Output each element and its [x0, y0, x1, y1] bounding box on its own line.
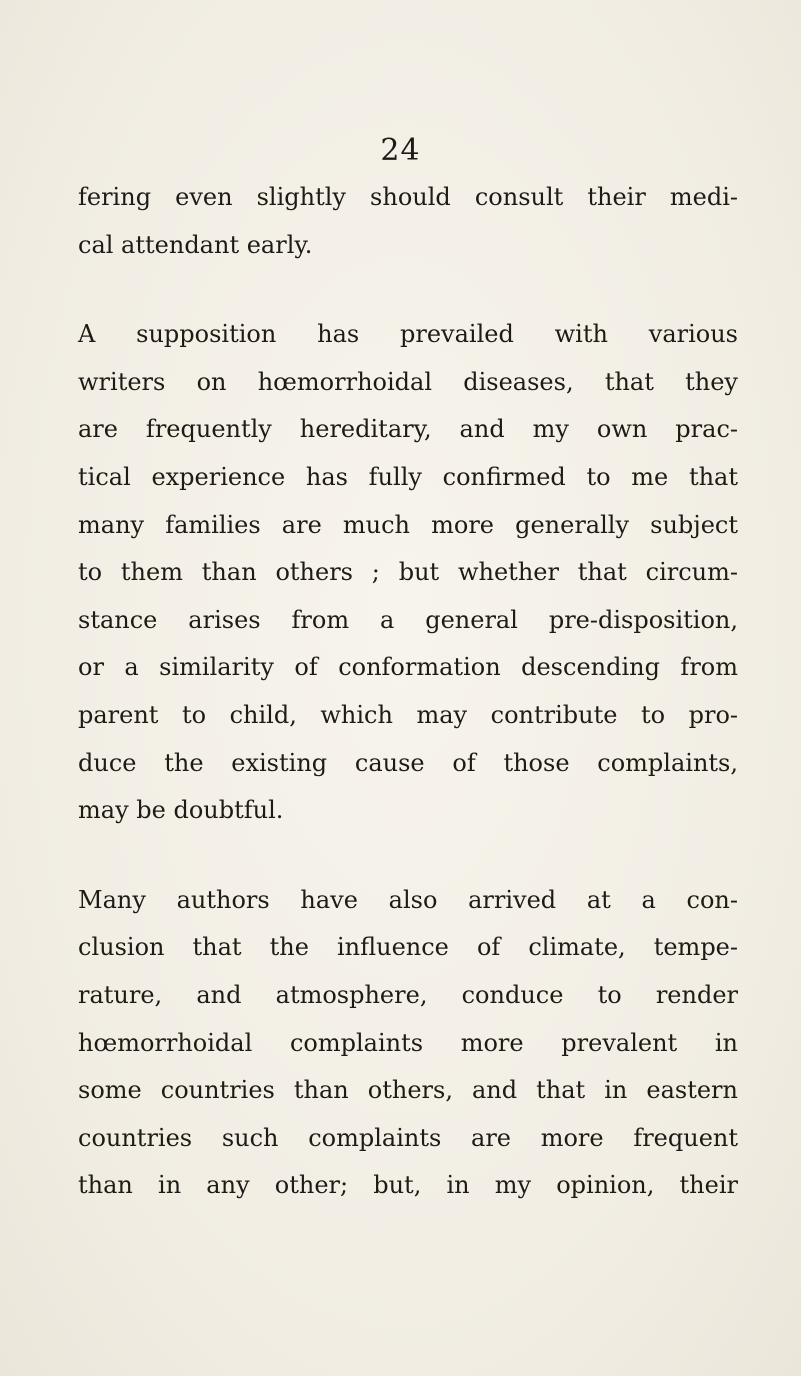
text-line: parent to child, which may contribute to pro-	[78, 700, 738, 729]
text-line: fering even slightly should consult their medi-	[78, 183, 738, 211]
page-number: 24	[380, 133, 421, 168]
text-line: tical experience has fully confirmed to me that	[78, 462, 738, 491]
text-line: rature, and atmosphere, conduce to render	[78, 980, 738, 1009]
text-line: many families are much more generally subject	[78, 510, 738, 539]
paragraph-1	[78, 174, 738, 269]
paragraph-2	[78, 311, 738, 835]
text-line: hœmorrhoidal complaints more prevalent in	[78, 1028, 738, 1057]
text-line: stance arises from a general pre-disposition,	[78, 605, 738, 634]
text-line: to them than others ; but whether that circum-	[78, 558, 738, 587]
text-line: countries such complaints are more frequent	[78, 1123, 738, 1152]
text-line: than in any other; but, in my opinion, their	[78, 1171, 738, 1200]
text-line: or a similarity of conformation descending from	[78, 653, 738, 682]
paragraph-3	[78, 877, 738, 1210]
text-line: writers on hœmorrhoidal diseases, that they	[78, 367, 738, 396]
text-line: A supposition has prevailed with various	[78, 320, 738, 349]
text-line: are frequently hereditary, and my own prac-	[78, 415, 738, 444]
body-text	[78, 174, 738, 1210]
text-line: clusion that the influence of climate, tempe-	[78, 933, 738, 962]
text-line: may be doubtful.	[78, 796, 284, 825]
text-line: cal attendant early.	[78, 230, 313, 259]
text-line: Many authors have also arrived at a con-	[78, 885, 738, 914]
text-line: some countries than others, and that in eastern	[78, 1076, 738, 1105]
text-line: duce the existing cause of those complaints,	[78, 748, 738, 777]
